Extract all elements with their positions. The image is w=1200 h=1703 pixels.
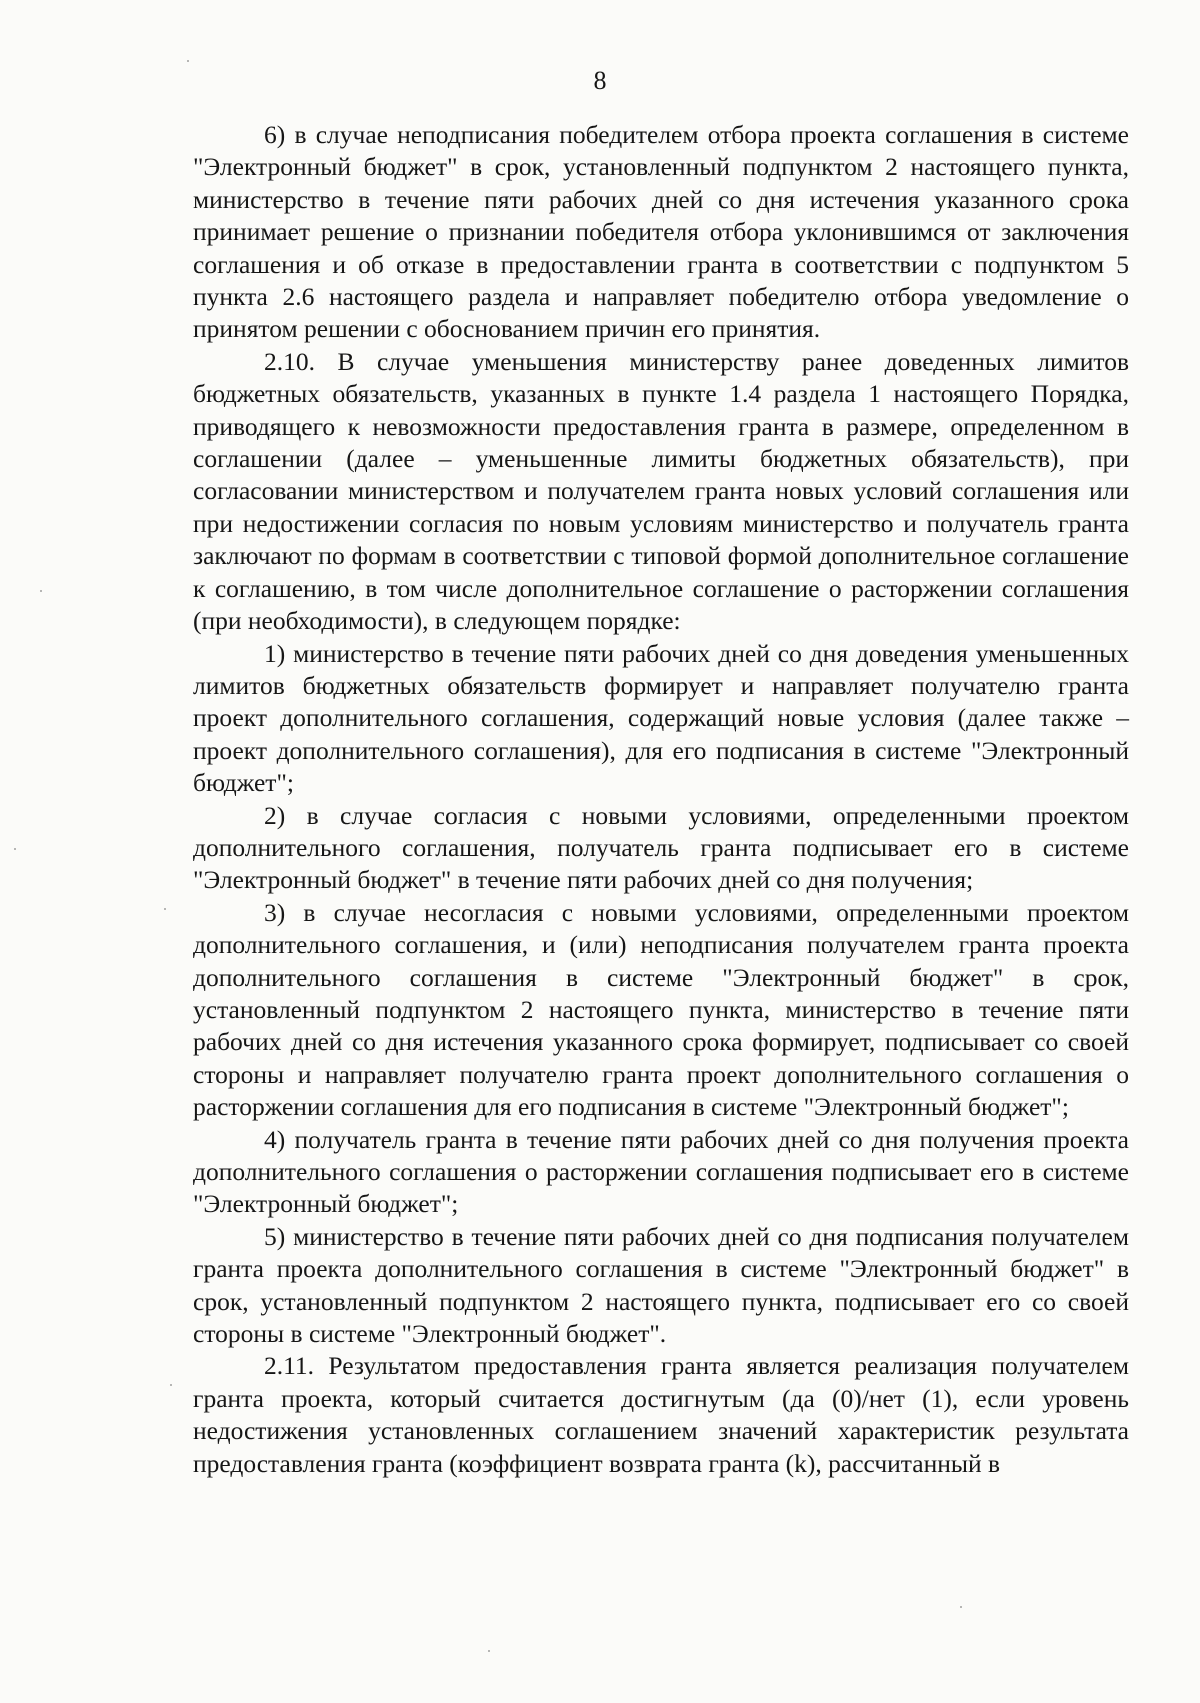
paragraph-subitem-2: 2) в случае согласия с новыми условиями, определенными проектом дополнительного соглашения, получатель гранта подписывает его в системе "Электронный бюджет" в течение пяти рабочих дней со дня получения; (193, 800, 1129, 895)
page-number: 8 (593, 66, 607, 95)
scan-speck (488, 1650, 490, 1652)
scan-speck (14, 848, 16, 850)
scan-speck (170, 1384, 172, 1386)
scan-speck (40, 590, 42, 592)
paragraph-subitem-6: 6) в случае неподписания победителем отбора проекта соглашения в системе "Электронный бюджет" в срок, установленный подпунктом 2 настоящего пункта, министерство в течение пяти рабочих дней со дня истечения указанного срока принимает решение о признании победителя отбора уклонившимся от заключения соглашения и об отказе в предоставлении гранта в соответствии с подпунктом 5 пункта 2.6 настоящего раздела и направляет победителю отбора уведомление о принятом решении с обоснованием причин его принятия. (193, 120, 1129, 344)
paragraph-2-11: 2.11. Результатом предоставления гранта является реализация получателем гранта проекта, который считается достигнутым (да (0)/нет (1), если уровень недостижения установленных соглашением значений характеристик результата предоставления гранта (коэффициент возврата гранта (k), рассчитанный в (193, 1351, 1129, 1478)
paragraph-subitem-4: 4) получатель гранта в течение пяти рабочих дней со дня получения проекта дополнительного соглашения о расторжении соглашения подписывает его в системе "Электронный бюджет"; (193, 1124, 1129, 1219)
paragraph-subitem-1: 1) министерство в течение пяти рабочих дней со дня доведения уменьшенных лимитов бюджетных обязательств формирует и направляет получателю гранта проект дополнительного соглашения, содержащий новые условия (далее также – проект дополнительного соглашения), для его подписания в системе "Электронный бюджет"; (193, 638, 1129, 798)
scan-speck (164, 908, 166, 910)
scan-speck (960, 1606, 962, 1608)
paragraph-subitem-3: 3) в случае несогласия с новыми условиями, определенными проектом дополнительного соглашения, и (или) неподписания получателем гранта проекта дополнительного соглашения в системе "Электронный бюджет" в срок, установленный подпунктом 2 настоящего пункта, министерство в течение пяти рабочих дней со дня истечения указанного срока формирует, подписывает со своей стороны и направляет получателю гранта проект дополнительного соглашения о расторжении соглашения для его подписания в системе "Электронный бюджет"; (193, 897, 1129, 1122)
paragraph-2-10: 2.10. В случае уменьшения министерству ранее доведенных лимитов бюджетных обязательств, указанных в пункте 1.4 раздела 1 настоящего Порядка, приводящего к невозможности предоставления гранта в размере, определенном в соглашении (далее – уменьшенные лимиты бюджетных обязательств), при согласовании министерством и получателем гранта новых условий соглашения или при недостижении согласия по новым условиям министерство и получатель гранта заключают по формам в соответствии с типовой формой дополнительное соглашение к соглашению, в том числе дополнительное соглашение о расторжении соглашения (при необходимости), в следующем порядке: (193, 346, 1129, 636)
paragraph-subitem-5: 5) министерство в течение пяти рабочих дней со дня подписания получателем гранта проекта дополнительного соглашения в системе "Электронный бюджет" в срок, установленный подпунктом 2 настоящего пункта, подписывает его со своей стороны в системе "Электронный бюджет". (193, 1221, 1129, 1349)
document-body (193, 119, 1129, 1480)
scan-speck (187, 60, 189, 62)
